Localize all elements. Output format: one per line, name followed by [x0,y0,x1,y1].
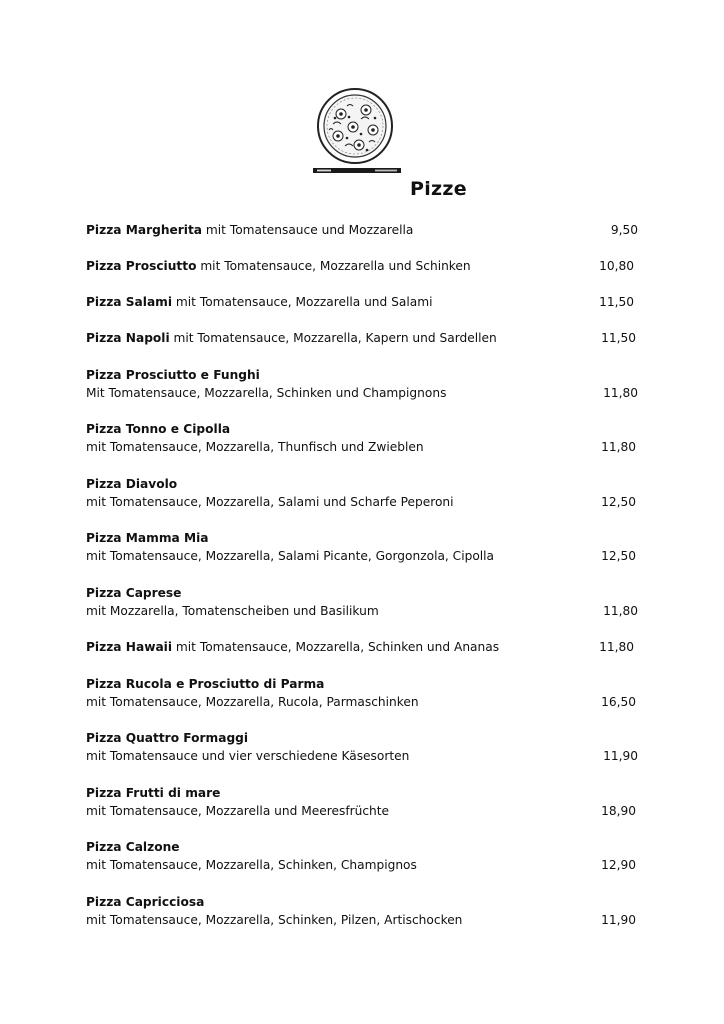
menu-item [86,838,638,874]
menu-item-line [86,475,638,493]
menu-item-price: 11,50 [601,331,636,345]
menu-item-price: 16,50 [601,695,636,709]
menu-item-description: mit Tomatensauce und Mozzarella [205,223,414,237]
menu-item-line [86,893,638,911]
menu-item-price: 11,80 [603,386,638,400]
menu-item [86,729,638,765]
menu-item-line [86,729,638,747]
menu-item-line [86,420,638,438]
menu-item-description: Mit Tomatensauce, Mozzarella, Schinken und Champignons [86,386,447,400]
menu-item-price: 10,80 [599,259,634,273]
menu-item-description: mit Tomatensauce, Mozzarella und Meeresfrüchte [86,804,390,818]
menu-item-line [86,856,638,874]
menu-item-line [86,529,638,547]
menu-item-price: 11,50 [599,295,634,309]
menu-item-description: mit Tomatensauce, Mozzarella, Salami Picante, Gorgonzola, Cipolla [86,549,495,563]
menu-item [86,293,638,311]
menu-item-line [86,838,638,856]
menu-item-line [86,693,638,711]
menu-item-name: Pizza Calzone [86,840,180,854]
menu-item-price: 11,80 [599,640,634,654]
pizza-illustration-icon [311,86,403,174]
menu-item-description: mit Tomatensauce und vier verschiedene Käsesorten [86,749,410,763]
menu-item-description: mit Tomatensauce, Mozzarella, Rucola, Parmaschinken [86,695,419,709]
menu-item-name: Pizza Hawaii [86,640,173,654]
menu-item-description: mit Tomatensauce, Mozzarella, Thunfisch und Zwieblen [86,440,424,454]
menu-item-line [86,747,638,765]
menu-item-line [86,384,638,402]
menu-item-price: 12,50 [601,495,636,509]
menu-item-name: Pizza Caprese [86,586,182,600]
menu-item-price: 11,80 [603,604,638,618]
menu-item-price: 18,90 [601,804,636,818]
menu-item-name: Pizza Rucola e Prosciutto di Parma [86,677,325,691]
menu-item-description: mit Tomatensauce, Mozzarella, Kapern und Sardellen [173,331,497,345]
menu-item-line [86,784,638,802]
menu-item [86,475,638,511]
menu-item-name: Pizza Tonno e Cipolla [86,422,231,436]
menu-item-price: 11,90 [603,749,638,763]
menu-item-price: 12,50 [601,549,636,563]
menu-item-name: Pizza Diavolo [86,477,178,491]
menu-item-description: mit Tomatensauce, Mozzarella und Schinken [200,259,471,273]
menu-item-description: mit Tomatensauce, Mozzarella und Salami [175,295,433,309]
menu-item-description: mit Tomatensauce, Mozzarella, Schinken, Champignos [86,858,417,872]
menu-item [86,784,638,820]
menu-item-price: 11,80 [601,440,636,454]
menu-item-line [86,493,638,511]
menu-item-line [86,438,638,456]
menu-item-line [86,257,638,275]
menu-item-line [86,638,638,656]
menu-item-line [86,547,638,565]
menu-item [86,584,638,620]
menu-item [86,366,638,402]
menu-item-line [86,366,638,384]
menu-item [86,893,638,929]
menu-item-price: 11,90 [601,913,636,927]
menu-item-description: mit Tomatensauce, Mozzarella, Salami und Scharfe Peperoni [86,495,454,509]
menu-item-name: Pizza Salami [86,295,173,309]
menu-item [86,529,638,565]
menu-item-name: Pizza Napoli [86,331,170,345]
menu-item-name: Pizza Frutti di mare [86,786,221,800]
menu-item-name: Pizza Prosciutto e Funghi [86,368,260,382]
menu-item-line [86,329,638,347]
menu-item-description: mit Tomatensauce, Mozzarella, Schinken, Pilzen, Artischocken [86,913,463,927]
menu-item-line [86,602,638,620]
menu-item [86,420,638,456]
menu-item-line [86,675,638,693]
menu-item [86,638,638,656]
menu-item-price: 9,50 [610,223,638,237]
menu-item-line [86,584,638,602]
menu-item-price: 12,90 [601,858,636,872]
menu-item [86,675,638,711]
menu-item-name: Pizza Mamma Mia [86,531,209,545]
menu-item-line [86,293,638,311]
menu-item-name: Pizza Margherita [86,223,203,237]
menu-item-line [86,221,638,239]
menu-item-description: mit Mozzarella, Tomatenscheiben und Basilikum [86,604,379,618]
menu-item [86,257,638,275]
menu-item [86,221,638,239]
menu-section-title: Pizze [410,178,467,200]
menu-item-name: Pizza Capricciosa [86,895,205,909]
menu-item [86,329,638,347]
menu-item-name: Pizza Quattro Formaggi [86,731,249,745]
menu-item-name: Pizza Prosciutto [86,259,197,273]
menu-item-description: mit Tomatensauce, Mozzarella, Schinken und Ananas [175,640,500,654]
menu-item-line [86,911,638,929]
menu-item-line [86,802,638,820]
